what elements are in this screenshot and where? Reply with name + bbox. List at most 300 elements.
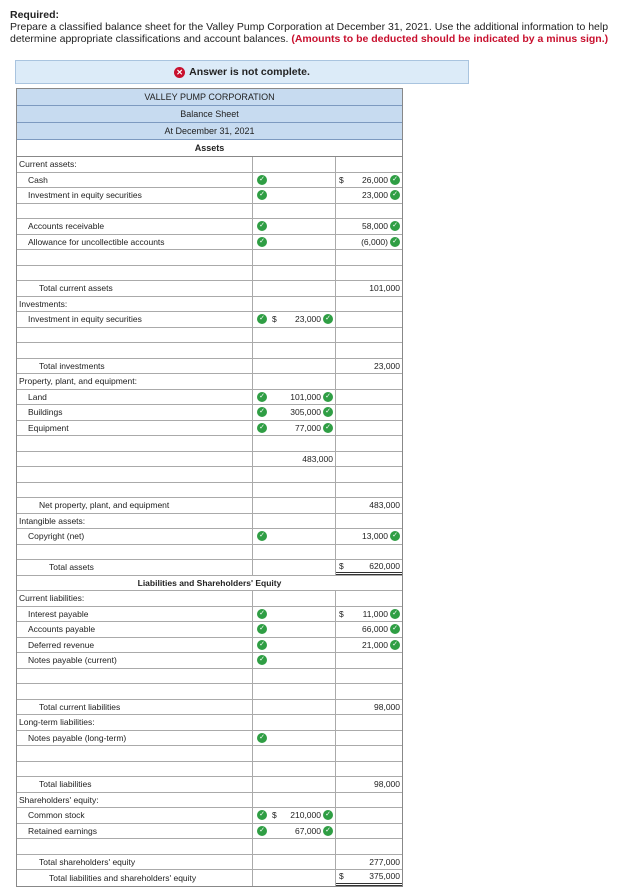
label-status-cell xyxy=(253,281,269,296)
table-row xyxy=(17,157,402,173)
check-icon: ✓ xyxy=(257,407,267,417)
amount-column-2[interactable] xyxy=(336,731,402,746)
table-row xyxy=(17,250,402,266)
account-label-cell[interactable] xyxy=(17,266,253,281)
amount-value: 66,000 xyxy=(362,624,388,635)
amount-value: 23,000 xyxy=(362,190,388,201)
check-icon: ✓ xyxy=(323,407,333,417)
amount-column-2[interactable] xyxy=(336,390,402,405)
table-row xyxy=(17,297,402,313)
amount-column-1[interactable] xyxy=(269,235,336,250)
amount-column-2[interactable] xyxy=(336,870,402,886)
amount-column-2[interactable] xyxy=(336,359,402,374)
table-row xyxy=(17,312,402,328)
amount-value: 13,000 xyxy=(362,531,388,542)
amount-column-1[interactable] xyxy=(269,870,336,886)
answer-status-text: Answer is not complete. xyxy=(189,66,310,78)
account-label-cell[interactable] xyxy=(17,793,253,808)
check-icon: ✓ xyxy=(390,237,400,247)
amount-value: 483,000 xyxy=(369,500,400,511)
instructions xyxy=(10,9,610,45)
amount-value: 375,000 xyxy=(369,871,400,882)
amount-column-1[interactable] xyxy=(269,529,336,544)
account-label: Total shareholders' equity xyxy=(39,856,136,867)
label-status-cell xyxy=(253,312,269,327)
label-status-cell xyxy=(253,343,269,358)
account-label-cell[interactable] xyxy=(17,405,253,420)
amount-value: 620,000 xyxy=(369,560,400,571)
label-status-cell xyxy=(253,498,269,513)
amount-column-1[interactable] xyxy=(269,731,336,746)
amount-column-1[interactable] xyxy=(269,607,336,622)
check-icon: ✓ xyxy=(257,314,267,324)
amount-column-2[interactable] xyxy=(336,343,402,358)
amount-column-1[interactable] xyxy=(269,405,336,420)
amount-column-2[interactable] xyxy=(336,839,402,854)
account-label-cell[interactable] xyxy=(17,777,253,792)
account-label: Long-term liabilities: xyxy=(19,717,95,728)
amount-column-2[interactable] xyxy=(336,669,402,684)
account-label-cell[interactable] xyxy=(17,204,253,219)
amount-column-1[interactable] xyxy=(269,328,336,343)
amount-column-2[interactable] xyxy=(336,312,402,327)
account-label: Buildings xyxy=(28,407,63,418)
amount-column-1[interactable] xyxy=(269,219,336,234)
table-row xyxy=(17,483,402,499)
label-status-cell xyxy=(253,250,269,265)
balance-sheet-table xyxy=(16,88,403,887)
table-row xyxy=(17,405,402,421)
amount-column-1[interactable] xyxy=(269,173,336,188)
amount-column-2[interactable] xyxy=(336,591,402,606)
table-row xyxy=(17,638,402,654)
label-status-cell xyxy=(253,390,269,405)
amount-column-1[interactable] xyxy=(269,157,336,172)
account-label-cell[interactable] xyxy=(17,297,253,312)
amount-column-1[interactable] xyxy=(269,855,336,870)
amount-column-2[interactable] xyxy=(336,483,402,498)
amount-column-2[interactable] xyxy=(336,622,402,637)
amount-column-2[interactable] xyxy=(336,235,402,250)
amount-column-1[interactable] xyxy=(269,359,336,374)
dollar-sign: $ xyxy=(339,871,344,882)
amount-column-1[interactable] xyxy=(269,312,336,327)
table-row xyxy=(17,731,402,747)
amount-column-2[interactable] xyxy=(336,204,402,219)
check-icon: ✓ xyxy=(323,423,333,433)
account-label-cell[interactable] xyxy=(17,328,253,343)
amount-column-1[interactable] xyxy=(269,793,336,808)
amount-column-2[interactable] xyxy=(336,684,402,699)
company-name: VALLEY PUMP CORPORATION xyxy=(17,89,402,106)
table-row xyxy=(17,839,402,855)
table-row xyxy=(17,607,402,623)
check-icon: ✓ xyxy=(390,190,400,200)
account-label: Current liabilities: xyxy=(19,593,85,604)
account-label-cell[interactable] xyxy=(17,514,253,529)
label-status-cell xyxy=(253,839,269,854)
amount-column-2[interactable] xyxy=(336,793,402,808)
amount-column-1[interactable] xyxy=(269,343,336,358)
table-row xyxy=(17,855,402,871)
amount-column-1[interactable] xyxy=(269,436,336,451)
label-status-cell xyxy=(253,405,269,420)
amount-column-2[interactable] xyxy=(336,762,402,777)
account-label: Accounts receivable xyxy=(28,221,105,232)
account-label: Cash xyxy=(28,174,48,185)
amount-column-1[interactable] xyxy=(269,281,336,296)
amount-column-2[interactable] xyxy=(336,824,402,839)
label-status-cell xyxy=(253,297,269,312)
amount-value: 277,000 xyxy=(369,856,400,867)
check-icon: ✓ xyxy=(323,392,333,402)
account-label: Retained earnings xyxy=(28,825,97,836)
label-status-cell xyxy=(253,638,269,653)
amount-column-1[interactable] xyxy=(269,421,336,436)
account-label: Allowance for uncollectible accounts xyxy=(28,236,165,247)
account-label-cell[interactable] xyxy=(17,591,253,606)
label-status-cell xyxy=(253,188,269,203)
table-row xyxy=(17,762,402,778)
account-label-cell[interactable] xyxy=(17,669,253,684)
label-status-cell xyxy=(253,483,269,498)
amount-column-1[interactable] xyxy=(269,545,336,560)
amount-column-2[interactable] xyxy=(336,173,402,188)
label-status-cell xyxy=(253,545,269,560)
amount-column-2[interactable] xyxy=(336,560,402,575)
amount-column-1[interactable] xyxy=(269,808,336,823)
amount-column-2[interactable] xyxy=(336,545,402,560)
account-label-cell[interactable] xyxy=(17,529,253,544)
amount-column-1[interactable] xyxy=(269,560,336,575)
label-status-cell xyxy=(253,746,269,761)
amount-column-1[interactable] xyxy=(269,638,336,653)
account-label: Total assets xyxy=(49,562,94,573)
account-label: Current assets: xyxy=(19,159,77,170)
account-label-cell[interactable] xyxy=(17,870,253,886)
account-label: Interest payable xyxy=(28,608,89,619)
table-row xyxy=(17,514,402,530)
amount-column-2[interactable] xyxy=(336,219,402,234)
amount-column-2[interactable] xyxy=(336,607,402,622)
amount-value: 11,000 xyxy=(362,608,388,619)
amount-column-2[interactable] xyxy=(336,452,402,467)
account-label: Deferred revenue xyxy=(28,639,95,650)
amount-column-2[interactable] xyxy=(336,700,402,715)
account-label: Notes payable (current) xyxy=(28,655,117,666)
check-icon: ✓ xyxy=(323,810,333,820)
amount-column-2[interactable] xyxy=(336,374,402,389)
amount-column-2[interactable] xyxy=(336,808,402,823)
error-x-icon: ✕ xyxy=(174,67,185,78)
account-label-cell[interactable] xyxy=(17,607,253,622)
account-label-cell[interactable] xyxy=(17,839,253,854)
amount-column-2[interactable] xyxy=(336,653,402,668)
account-label-cell[interactable] xyxy=(17,762,253,777)
amount-column-2[interactable] xyxy=(336,467,402,482)
account-label-cell[interactable] xyxy=(17,235,253,250)
check-icon: ✓ xyxy=(257,609,267,619)
table-row xyxy=(17,281,402,297)
label-status-cell xyxy=(253,359,269,374)
amount-column-2[interactable] xyxy=(336,498,402,513)
amount-column-1[interactable] xyxy=(269,188,336,203)
account-label-cell[interactable] xyxy=(17,715,253,730)
required-heading: Required: xyxy=(10,9,60,21)
check-icon: ✓ xyxy=(257,655,267,665)
amount-column-1[interactable] xyxy=(269,204,336,219)
account-label: Common stock xyxy=(28,810,85,821)
label-status-cell xyxy=(253,529,269,544)
label-status-cell xyxy=(253,452,269,467)
dollar-sign: $ xyxy=(272,314,277,325)
amount-column-1[interactable] xyxy=(269,700,336,715)
label-status-cell xyxy=(253,591,269,606)
amount-column-2[interactable] xyxy=(336,746,402,761)
amount-column-2[interactable] xyxy=(336,514,402,529)
amount-column-1[interactable] xyxy=(269,762,336,777)
account-label-cell[interactable] xyxy=(17,173,253,188)
check-icon: ✓ xyxy=(257,531,267,541)
amount-column-1[interactable] xyxy=(269,483,336,498)
account-label-cell[interactable] xyxy=(17,700,253,715)
account-label-cell[interactable] xyxy=(17,452,253,467)
amount-column-1[interactable] xyxy=(269,250,336,265)
amount-column-1[interactable] xyxy=(269,684,336,699)
account-label-cell[interactable] xyxy=(17,684,253,699)
amount-column-1[interactable] xyxy=(269,297,336,312)
account-label-cell[interactable] xyxy=(17,312,253,327)
table-row xyxy=(17,715,402,731)
label-status-cell xyxy=(253,669,269,684)
amount-column-1[interactable] xyxy=(269,266,336,281)
account-label: Total liabilities and shareholders' equity xyxy=(49,872,197,883)
amount-column-1[interactable] xyxy=(269,374,336,389)
account-label-cell[interactable] xyxy=(17,359,253,374)
label-status-cell xyxy=(253,731,269,746)
amount-value: 21,000 xyxy=(362,639,388,650)
label-status-cell xyxy=(253,870,269,886)
table-row xyxy=(17,328,402,344)
amount-column-1[interactable] xyxy=(269,715,336,730)
dollar-sign: $ xyxy=(339,560,344,571)
amount-column-1[interactable] xyxy=(269,669,336,684)
account-label-cell[interactable] xyxy=(17,560,253,575)
amount-column-2[interactable] xyxy=(336,281,402,296)
table-row xyxy=(17,684,402,700)
check-icon: ✓ xyxy=(257,221,267,231)
account-label-cell[interactable] xyxy=(17,545,253,560)
balance-sheet-rows xyxy=(17,157,402,886)
amount-column-1[interactable] xyxy=(269,498,336,513)
statement-title: Balance Sheet xyxy=(17,106,402,123)
table-row xyxy=(17,219,402,235)
amount-value: 101,000 xyxy=(369,283,400,294)
amount-column-1[interactable] xyxy=(269,653,336,668)
check-icon: ✓ xyxy=(257,826,267,836)
table-row xyxy=(17,498,402,514)
label-status-cell xyxy=(253,793,269,808)
table-row xyxy=(17,204,402,220)
amount-column-2[interactable] xyxy=(336,188,402,203)
account-label: Shareholders' equity: xyxy=(19,794,99,805)
account-label-cell[interactable] xyxy=(17,824,253,839)
amount-value: 23,000 xyxy=(295,314,321,325)
label-status-cell xyxy=(253,204,269,219)
account-label: Total liabilities xyxy=(39,779,92,790)
answer-status-banner xyxy=(15,60,469,84)
account-label-cell[interactable] xyxy=(17,731,253,746)
check-icon: ✓ xyxy=(257,810,267,820)
account-label-cell[interactable] xyxy=(17,250,253,265)
amount-column-1[interactable] xyxy=(269,622,336,637)
amount-value: 67,000 xyxy=(295,825,321,836)
account-label: Intangible assets: xyxy=(19,515,86,526)
dollar-sign: $ xyxy=(272,810,277,821)
assets-heading: Assets xyxy=(17,140,402,157)
account-label-cell[interactable] xyxy=(17,746,253,761)
table-row xyxy=(17,467,402,483)
table-row xyxy=(17,746,402,762)
table-row xyxy=(17,560,402,576)
account-label-cell[interactable] xyxy=(17,653,253,668)
table-row xyxy=(17,700,402,716)
amount-column-2[interactable] xyxy=(336,436,402,451)
account-label-cell[interactable] xyxy=(17,421,253,436)
label-status-cell xyxy=(253,808,269,823)
amount-column-2[interactable] xyxy=(336,421,402,436)
dollar-sign: $ xyxy=(339,608,344,619)
table-row xyxy=(17,808,402,824)
amount-value: 305,000 xyxy=(290,407,321,418)
account-label-cell[interactable] xyxy=(17,343,253,358)
amount-value: 58,000 xyxy=(362,221,388,232)
table-row xyxy=(17,390,402,406)
amount-column-2[interactable] xyxy=(336,638,402,653)
label-status-cell xyxy=(253,235,269,250)
check-icon: ✓ xyxy=(390,640,400,650)
label-status-cell xyxy=(253,157,269,172)
dollar-sign: $ xyxy=(339,174,344,185)
account-label-cell[interactable] xyxy=(17,281,253,296)
label-status-cell xyxy=(253,684,269,699)
amount-column-1[interactable] xyxy=(269,839,336,854)
check-icon: ✓ xyxy=(390,221,400,231)
check-icon: ✓ xyxy=(390,609,400,619)
amount-column-1[interactable] xyxy=(269,824,336,839)
label-status-cell xyxy=(253,514,269,529)
amount-column-2[interactable] xyxy=(336,297,402,312)
amount-column-2[interactable] xyxy=(336,855,402,870)
table-row xyxy=(17,545,402,561)
account-label-cell[interactable] xyxy=(17,374,253,389)
account-label-cell[interactable] xyxy=(17,467,253,482)
amount-column-1[interactable] xyxy=(269,452,336,467)
label-status-cell xyxy=(253,436,269,451)
label-status-cell xyxy=(253,653,269,668)
table-row xyxy=(17,870,402,886)
account-label: Accounts payable xyxy=(28,624,96,635)
amount-column-1[interactable] xyxy=(269,746,336,761)
amount-value: (6,000) xyxy=(361,236,388,247)
amount-column-2[interactable] xyxy=(336,715,402,730)
amount-column-2[interactable] xyxy=(336,328,402,343)
account-label-cell[interactable] xyxy=(17,390,253,405)
check-icon: ✓ xyxy=(257,190,267,200)
account-label: Equipment xyxy=(28,422,69,433)
check-icon: ✓ xyxy=(323,826,333,836)
account-label-cell[interactable] xyxy=(17,638,253,653)
amount-column-1[interactable] xyxy=(269,591,336,606)
statement-date: At December 31, 2021 xyxy=(17,123,402,140)
check-icon: ✓ xyxy=(257,640,267,650)
account-label-cell[interactable] xyxy=(17,157,253,172)
amount-column-1[interactable] xyxy=(269,777,336,792)
account-label: Investment in equity securities xyxy=(28,190,142,201)
account-label: Investment in equity securities xyxy=(28,314,142,325)
table-row xyxy=(17,436,402,452)
table-row xyxy=(17,266,402,282)
table-row xyxy=(17,669,402,685)
label-status-cell xyxy=(253,266,269,281)
table-row xyxy=(17,824,402,840)
account-label: Property, plant, and equipment: xyxy=(19,376,137,387)
label-status-cell xyxy=(253,560,269,575)
account-label: Total investments xyxy=(39,360,105,371)
account-label-cell[interactable] xyxy=(17,483,253,498)
amount-column-2[interactable] xyxy=(336,266,402,281)
account-label-cell[interactable] xyxy=(17,436,253,451)
table-row xyxy=(17,359,402,375)
amount-column-2[interactable] xyxy=(336,250,402,265)
amount-column-2[interactable] xyxy=(336,529,402,544)
amount-value: 101,000 xyxy=(290,391,321,402)
account-label-cell[interactable] xyxy=(17,188,253,203)
label-status-cell xyxy=(253,824,269,839)
amount-column-1[interactable] xyxy=(269,467,336,482)
check-icon: ✓ xyxy=(257,733,267,743)
amount-value: 483,000 xyxy=(302,453,333,464)
label-status-cell xyxy=(253,762,269,777)
amount-column-2[interactable] xyxy=(336,777,402,792)
account-label-cell[interactable] xyxy=(17,498,253,513)
account-label-cell[interactable] xyxy=(17,855,253,870)
label-status-cell xyxy=(253,715,269,730)
check-icon: ✓ xyxy=(257,624,267,634)
amount-column-1[interactable] xyxy=(269,514,336,529)
amount-column-1[interactable] xyxy=(269,390,336,405)
check-icon: ✓ xyxy=(323,314,333,324)
account-label-cell[interactable] xyxy=(17,622,253,637)
amount-value: 23,000 xyxy=(374,360,400,371)
account-label: Net property, plant, and equipment xyxy=(39,500,170,511)
table-row xyxy=(17,529,402,545)
account-label-cell[interactable] xyxy=(17,808,253,823)
label-status-cell xyxy=(253,700,269,715)
account-label-cell[interactable] xyxy=(17,219,253,234)
minus-sign-note: (Amounts to be deducted should be indicated by a minus sign.) xyxy=(291,33,609,45)
instructions-text: Prepare a classified balance sheet for the Valley Pump Corporation at December 31, 2021. Use the additional information to help determine appropriate classifications and account balances. xyxy=(10,21,609,45)
amount-column-2[interactable] xyxy=(336,405,402,420)
account-label: Copyright (net) xyxy=(28,531,85,542)
amount-column-2[interactable] xyxy=(336,157,402,172)
label-status-cell xyxy=(253,374,269,389)
table-row xyxy=(17,188,402,204)
table-row xyxy=(17,235,402,251)
table-row xyxy=(17,622,402,638)
table-row xyxy=(17,653,402,669)
label-status-cell xyxy=(253,173,269,188)
